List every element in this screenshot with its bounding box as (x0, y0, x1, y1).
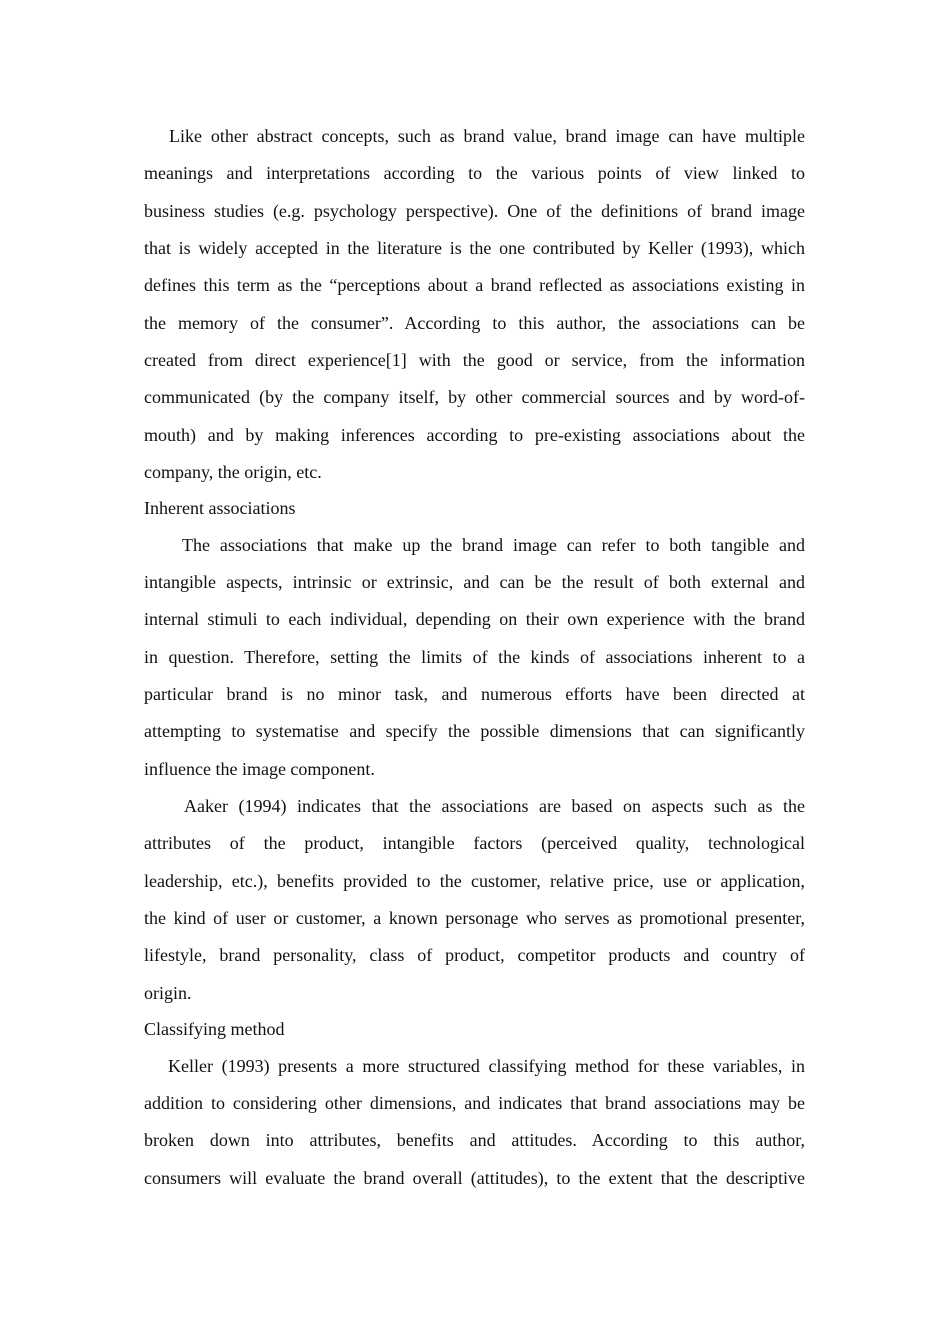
text-line: particular brand is no minor task, and numerous efforts have been directed at (144, 684, 805, 705)
text-line: that is widely accepted in the literature is the one contributed by Keller (1993), which (144, 237, 805, 258)
text-line: attempting to systematise and specify the possible dimensions that can significantly (144, 721, 805, 742)
text-line: consumers will evaluate the brand overall (attitudes), to the extent that the descriptive (144, 1167, 805, 1188)
text-line: mouth) and by making inferences according to pre-existing associations about the (144, 424, 805, 445)
paragraph (144, 118, 805, 491)
text-line: origin. (144, 982, 192, 1003)
text-line: influence the image component. (144, 758, 375, 779)
section-heading: Classifying method (144, 1019, 285, 1040)
text-line: lifestyle, brand personality, class of product, competitor products and country of (144, 945, 805, 966)
text-line: created from direct experience[1] with the good or service, from the information (144, 349, 805, 370)
text-line: business studies (e.g. psychology perspective). One of the definitions of brand image (144, 200, 805, 221)
text-line: intangible aspects, intrinsic or extrinsic, and can be the result of both external and (144, 572, 805, 593)
text-line: broken down into attributes, benefits and attitudes. According to this author, (144, 1130, 805, 1151)
paragraph (144, 527, 805, 788)
paragraph (144, 788, 805, 1012)
document-page (144, 118, 805, 1197)
section-heading: Inherent associations (144, 498, 296, 519)
text-line: the kind of user or customer, a known personage who serves as promotional presenter, (144, 908, 805, 929)
text-line: meanings and interpretations according to the various points of view linked to (144, 163, 805, 184)
paragraph (144, 1048, 805, 1197)
text-line: leadership, etc.), benefits provided to the customer, relative price, use or application, (144, 870, 805, 891)
text-line: The associations that make up the brand image can refer to both tangible and (182, 534, 805, 555)
text-line: Aaker (1994) indicates that the associations are based on aspects such as the (184, 796, 805, 817)
text-line: internal stimuli to each individual, depending on their own experience with the brand (144, 609, 805, 630)
text-line: attributes of the product, intangible factors (perceived quality, technological (144, 833, 805, 854)
text-line: the memory of the consumer”. According to this author, the associations can be (144, 312, 805, 333)
text-line: company, the origin, etc. (144, 461, 322, 482)
text-line: in question. Therefore, setting the limits of the kinds of associations inherent to a (144, 646, 805, 667)
text-line: Keller (1993) presents a more structured classifying method for these variables, in (168, 1055, 805, 1076)
text-line: defines this term as the “perceptions about a brand reflected as associations existing in (144, 275, 805, 296)
text-line: communicated (by the company itself, by other commercial sources and by word-of- (144, 387, 805, 408)
text-line: Like other abstract concepts, such as brand value, brand image can have multiple (169, 126, 805, 146)
text-line: addition to considering other dimensions, and indicates that brand associations may be (144, 1092, 805, 1113)
